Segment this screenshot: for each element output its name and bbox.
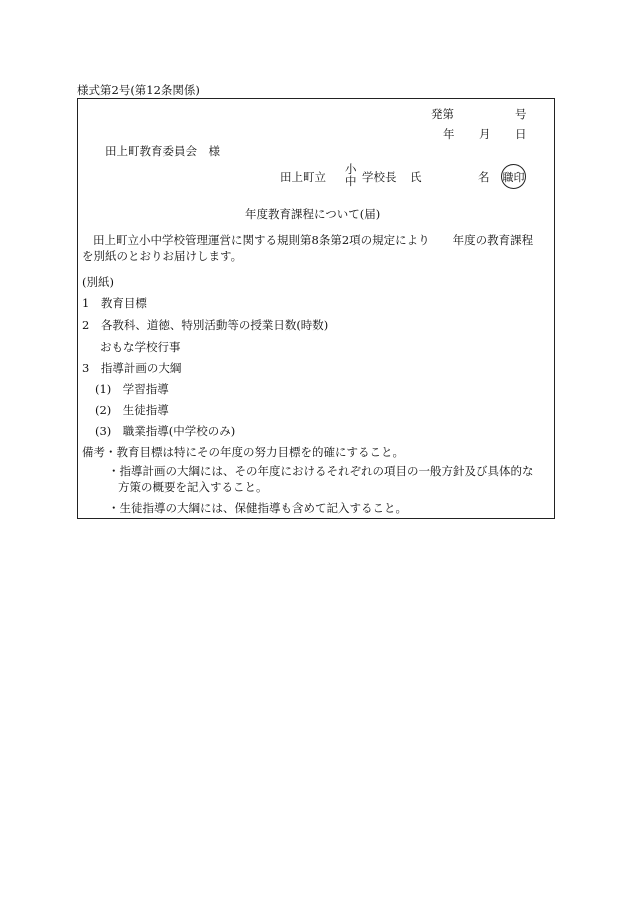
- list-item-career-guidance: (3) 職業指導(中学校のみ): [95, 424, 236, 438]
- sender-town-school: 田上町立: [280, 170, 326, 184]
- form-number-label: 様式第2号(第12条関係): [77, 83, 200, 97]
- list-item-class-days: 2 各教科、道徳、特別活動等の授業日数(時数): [82, 318, 329, 332]
- list-item-learning-guidance: (1) 学習指導: [95, 382, 169, 396]
- note-student-guidance: ・生徒指導の大綱には、保健指導も含めて記入すること。: [108, 501, 407, 515]
- official-seal-stamp: 職印: [501, 164, 526, 189]
- addressee: 田上町教育委員会 様: [105, 144, 220, 158]
- note-guidance-plan-line-1: ・指導計画の大綱には、その年度におけるそれぞれの項目の一般方針及び具体的な: [108, 464, 534, 478]
- list-item-education-goals: 1 教育目標: [82, 296, 147, 310]
- list-item-school-events: おもな学校行事: [100, 340, 181, 354]
- date-year: 年: [443, 127, 455, 141]
- list-item-student-guidance: (2) 生徒指導: [95, 403, 169, 417]
- attachment-label: (別紙): [82, 275, 114, 289]
- principal-title: 学校長: [362, 170, 397, 184]
- date-day: 日: [515, 127, 527, 141]
- issue-number-suffix: 号: [515, 107, 527, 121]
- note-education-goals: 備考・教育目標は特にその年度の努力目標を的確にすること。: [82, 445, 404, 459]
- issue-number-prefix: 発第: [431, 107, 454, 121]
- document-title: 年度教育課程について(届): [245, 207, 381, 221]
- date-month: 月: [479, 127, 491, 141]
- name-label-second: 名: [478, 170, 490, 184]
- list-item-guidance-plan: 3 指導計画の大綱: [82, 361, 182, 375]
- school-level-junior-high: 中: [345, 174, 357, 189]
- note-guidance-plan-line-2: 方策の概要を記入すること。: [118, 480, 268, 494]
- school-level-stack: [345, 163, 357, 187]
- name-label-first: 氏: [410, 170, 422, 184]
- school-level-elementary: 小: [345, 162, 357, 176]
- body-line-2: を別紙のとおりお届けします。: [82, 249, 243, 263]
- body-line-1: 田上町立小中学校管理運営に関する規則第8条第2項の規定により 年度の教育課程: [93, 233, 534, 247]
